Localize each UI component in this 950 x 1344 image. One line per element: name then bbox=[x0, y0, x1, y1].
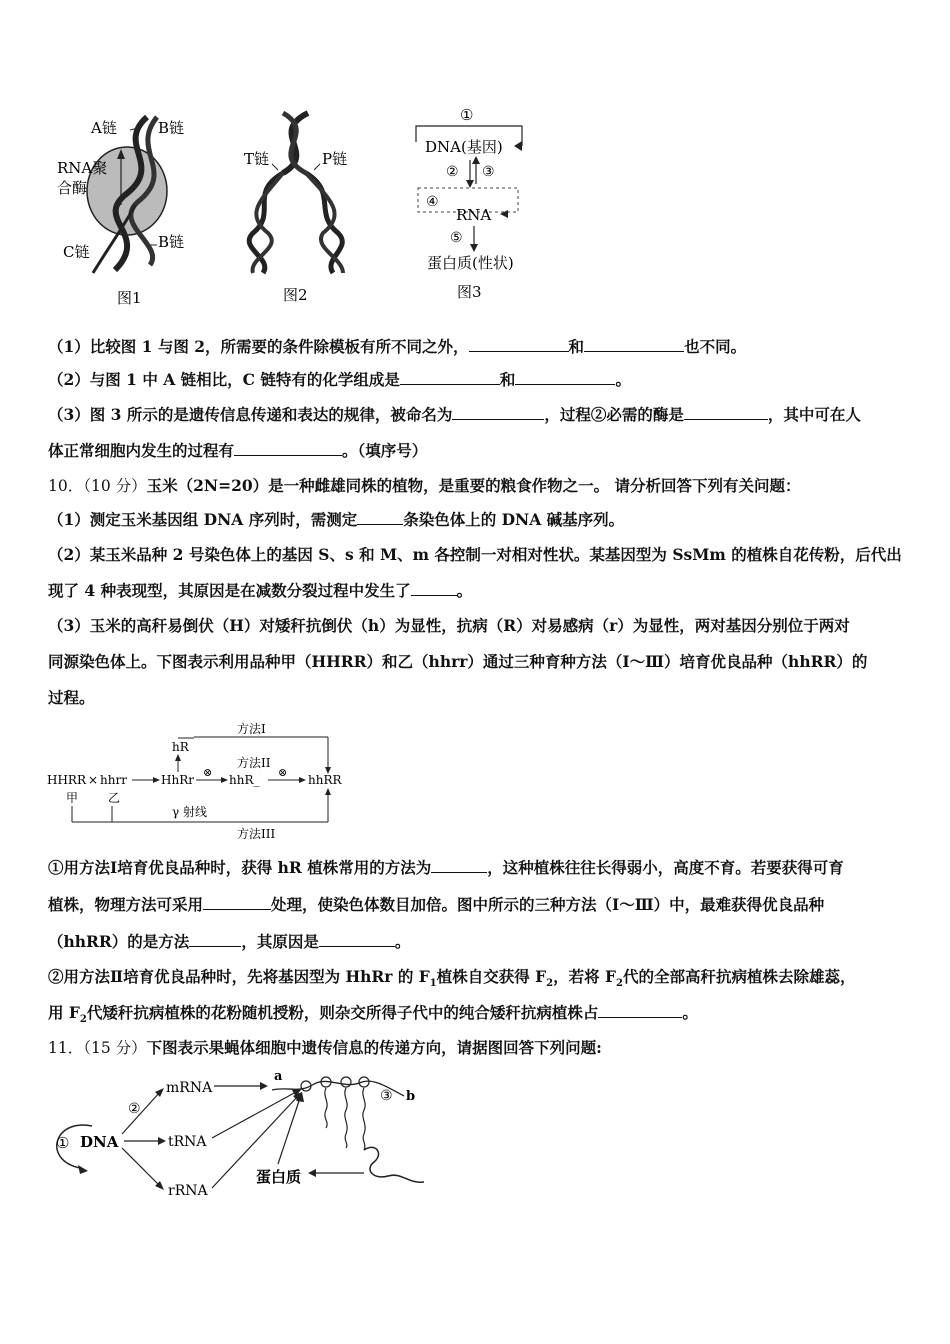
t-chain-label: T链 bbox=[244, 150, 270, 168]
answer-blank[interactable] bbox=[584, 337, 684, 352]
process-2-label: ② bbox=[128, 1101, 141, 1117]
q10-part-3a: （3）玉米的高秆易倒伏（H）对矮秆抗倒伏（h）为显性，抗病（R）对易感病（r）为显性，两对基因分别位于两对 bbox=[48, 616, 850, 635]
q10-part-3c: 过程。 bbox=[48, 688, 95, 707]
b-chain-top-label: B链 bbox=[158, 119, 185, 137]
answer-blank[interactable] bbox=[411, 581, 457, 596]
figure-3 bbox=[410, 104, 540, 308]
q10-sub-2b: 用 $F_2$代矮秆抗病植株的花粉随机授粉，则杂交所得子代中的纯合矮秆抗病植株占 。 bbox=[48, 1003, 698, 1026]
rna-polymerase-label-1: RNA聚 bbox=[57, 159, 108, 177]
protein-chain bbox=[364, 1147, 424, 1182]
p-chain-label: P链 bbox=[322, 150, 348, 168]
answer-blank[interactable] bbox=[400, 370, 500, 385]
q9-line-1: （1）比较图 1 与图 2，所需要的条件除模板有所不同之外， 和 也不同。 bbox=[48, 337, 747, 356]
figure-1-caption: 图1 bbox=[117, 289, 142, 307]
helix-left bbox=[249, 173, 283, 273]
parent-a-genotype: HHRR bbox=[47, 773, 86, 787]
intermediate-genotype: hhR_ bbox=[229, 773, 260, 787]
rna-label: RNA bbox=[456, 206, 492, 224]
ribosome bbox=[341, 1077, 351, 1087]
target-genotype: hhRR bbox=[308, 773, 342, 787]
method-3-label: 方法III bbox=[237, 827, 276, 841]
process-4-label: ④ bbox=[426, 194, 439, 210]
breeding-diagram bbox=[44, 718, 354, 844]
rna-polymerase-label-2: 合酶 bbox=[57, 179, 88, 197]
end-a-label: a bbox=[274, 1069, 283, 1084]
q11-number: 11． bbox=[48, 1039, 84, 1057]
hr-label: hR bbox=[172, 740, 189, 754]
q10-number: 10． bbox=[48, 477, 84, 495]
q10-header: 10．（10 分）玉米（2N=20）是一种雌雄同株的植物，是重要的粮食作物之一。 请分析回答下列有关问题： bbox=[48, 476, 801, 495]
protein-label: 蛋白质 bbox=[256, 1168, 302, 1186]
figure-2-caption: 图2 bbox=[283, 286, 308, 304]
q9-line-3: （3）图 3 所示的是遗传信息传递和表达的规律，被命名为 ，过程②必需的酶是 ，其中可在人 bbox=[48, 405, 861, 424]
answer-blank[interactable] bbox=[203, 895, 271, 910]
f1-genotype: HhRr bbox=[161, 773, 194, 787]
q10-sub-1b: 植株，物理方法可采用 处理，使染色体数目加倍。图中所示的三种方法（Ⅰ～Ⅲ）中，最难获得优良品种 bbox=[48, 895, 825, 914]
trna-label: tRNA bbox=[168, 1134, 207, 1150]
dna-label: DNA bbox=[80, 1133, 119, 1151]
figure-2 bbox=[238, 108, 358, 310]
method-2-label: 方法II bbox=[237, 756, 271, 770]
peptide-chain bbox=[325, 1088, 327, 1128]
q10-part-1: （1）测定玉米基因组 DNA 序列时，需测定 条染色体上的 DNA 碱基序列。 bbox=[48, 510, 625, 529]
q10-sub-2a: ②用方法Ⅱ培育优良品种时，先将基因型为 HhRr 的 $F_1$植株自交获得 $F_2$，若将 $F_2$代的全部高秆抗病植株去除雄蕊， bbox=[48, 967, 856, 990]
parent-b-name: 乙 bbox=[108, 791, 121, 805]
figure-1 bbox=[55, 105, 205, 310]
q10-part-2b: 现了 4 种表现型，其原因是在减数分裂过程中发生了 。 bbox=[48, 581, 473, 600]
rrna-label: rRNA bbox=[168, 1183, 208, 1199]
gene-expression-diagram bbox=[44, 1068, 434, 1208]
figure-3-caption: 图3 bbox=[457, 283, 482, 301]
q10-sub-1a: ①用方法Ⅰ培育优良品种时，获得 hR 植株常用的方法为 ，这种植株往往长得弱小，高度不育。若要获得可育 bbox=[48, 858, 844, 877]
answer-blank[interactable] bbox=[189, 932, 241, 947]
q9-line-4: 体正常细胞内发生的过程有 。（填序号） bbox=[48, 441, 428, 460]
answer-blank[interactable] bbox=[452, 405, 544, 420]
q10-part-2a: （2）某玉米品种 2 号染色体上的基因 S、s 和 M、m 各控制一对相对性状。某基因型为 SsMm 的植株自花传粉，后代出 bbox=[48, 545, 902, 564]
answer-blank[interactable] bbox=[234, 441, 342, 456]
b-chain-bottom-label: B链 bbox=[158, 233, 185, 251]
peptide-chain bbox=[345, 1088, 347, 1148]
a-chain-label: A链 bbox=[91, 119, 117, 137]
process-5-label: ⑤ bbox=[450, 230, 463, 246]
peptide-chain bbox=[363, 1088, 365, 1150]
answer-blank[interactable] bbox=[357, 510, 403, 525]
q10-sub-1c: （hhRR）的是方法 ，其原因是 。 bbox=[48, 932, 411, 951]
q11-score: （15 分） bbox=[83, 1039, 147, 1057]
answer-blank[interactable] bbox=[684, 405, 768, 420]
cross-symbol: × bbox=[88, 773, 99, 787]
q10-score: （10 分） bbox=[83, 477, 147, 495]
q11-header: 11．（15 分）下图表示果蝇体细胞中遗传信息的传递方向，请据图回答下列问题: bbox=[48, 1038, 602, 1057]
parent-b-genotype: hhrr bbox=[100, 773, 127, 787]
gamma-ray-label: γ 射线 bbox=[172, 805, 207, 819]
process-3-label: ③ bbox=[380, 1088, 393, 1104]
process-1-label: ① bbox=[56, 1134, 70, 1152]
end-b-label: b bbox=[406, 1089, 416, 1104]
answer-blank[interactable] bbox=[598, 1003, 682, 1018]
parent-a-name: 甲 bbox=[66, 791, 79, 805]
process-1-label: ① bbox=[460, 106, 474, 124]
answer-blank[interactable] bbox=[319, 932, 395, 947]
selfing-symbol-2: ⊗ bbox=[278, 766, 288, 779]
answer-blank[interactable] bbox=[515, 370, 615, 385]
protein-trait-label: 蛋白质(性状) bbox=[427, 254, 514, 272]
q10-part-3b: 同源染色体上。下图表示利用品种甲（HHRR）和乙（hhrr）通过三种育种方法（Ⅰ～Ⅲ）培育优良品种（hhRR）的 bbox=[48, 652, 868, 671]
answer-blank[interactable] bbox=[431, 858, 487, 873]
dna-gene-label: DNA(基因) bbox=[425, 138, 503, 156]
q9-line-2: （2）与图 1 中 A 链相比，C 链特有的化学组成是 和 。 bbox=[48, 370, 631, 389]
answer-blank[interactable] bbox=[469, 337, 569, 352]
method-1-label: 方法I bbox=[237, 722, 266, 736]
process-3-label: ③ bbox=[482, 164, 495, 180]
c-chain-label: C链 bbox=[63, 243, 90, 261]
process-2-label: ② bbox=[446, 164, 459, 180]
mrna-label: mRNA bbox=[166, 1080, 213, 1096]
selfing-symbol-1: ⊗ bbox=[203, 766, 213, 779]
